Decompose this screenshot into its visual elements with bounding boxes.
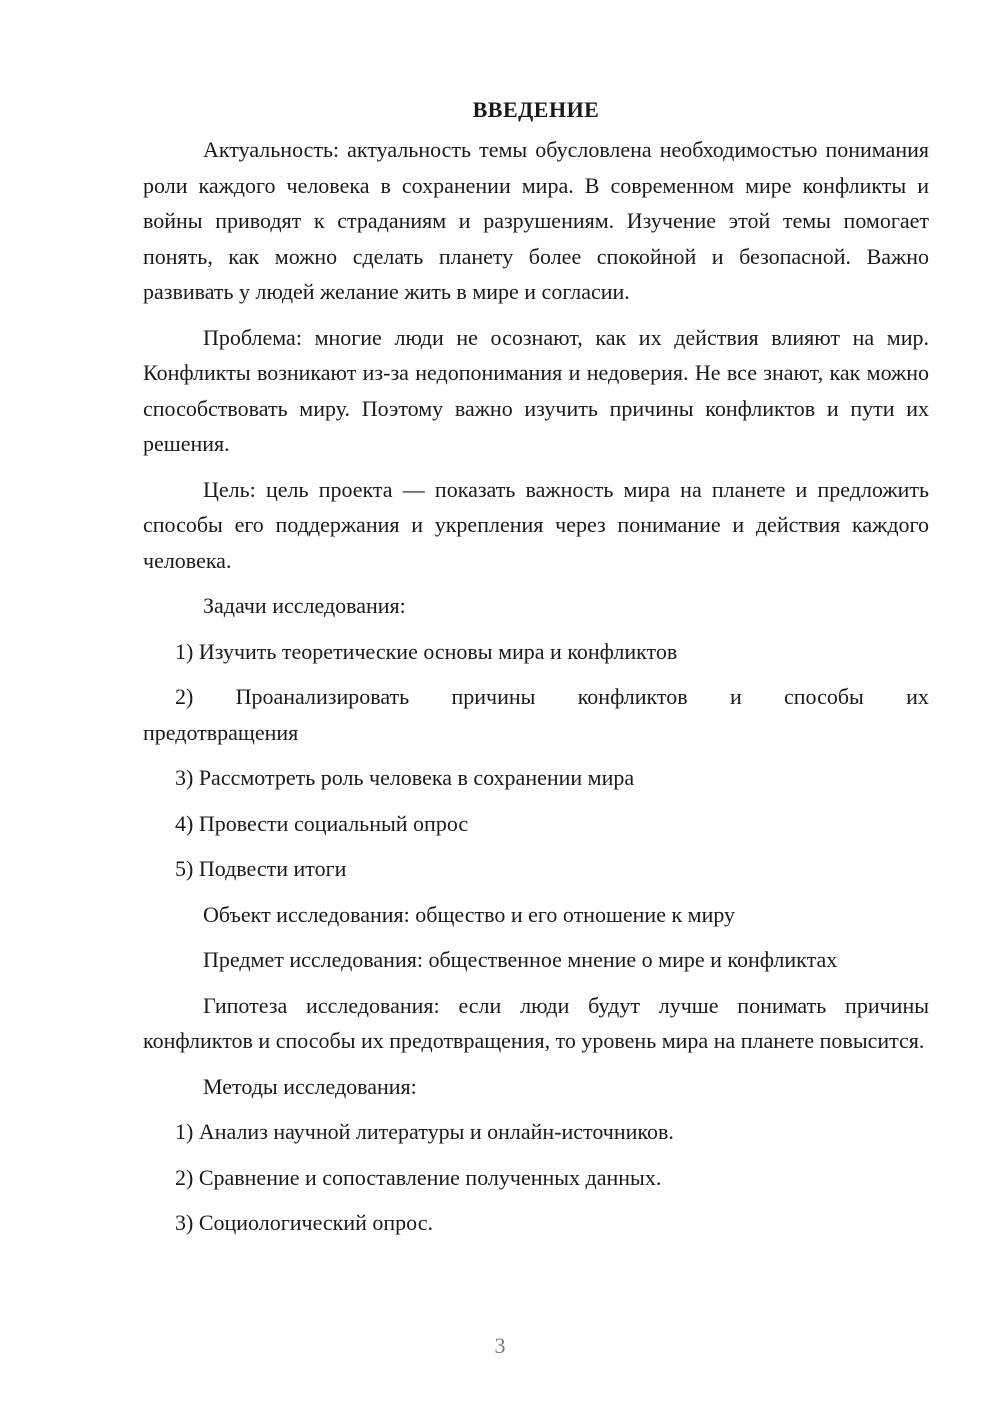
task-item-2 [143, 679, 929, 750]
task-item-2-word: способы [784, 684, 864, 709]
method-item-3: 3) Социологический опрос. [175, 1210, 433, 1235]
task-item-2-word: и [729, 684, 742, 709]
subject-line: Предмет исследования: общественное мнение о мире и конфликтах [203, 947, 838, 972]
task-item-5: 5) Подвести итоги [175, 856, 347, 881]
document-page [143, 92, 929, 1251]
relevance-paragraph: Актуальность: актуальность темы обусловлена необходимостью понимания роли каждого человека в сохранении мира. В современном мире конфликты и войны приводят к страданиям и разрушениям. Изучение этой темы помогает понять, как можно сделать планету более спокойной и безопасной. Важно развивать у людей желание жить в мире и согласии. [143, 137, 929, 304]
task-item-2-word: их [906, 684, 929, 709]
task-item-2-word: причины [451, 684, 536, 709]
task-item-2-first-line [143, 679, 929, 715]
task-item-2-word: 2) [175, 684, 194, 709]
task-item-1: 1) Изучить теоретические основы мира и конфликтов [175, 638, 678, 664]
task-item-4: 4) Провести социальный опрос [175, 810, 469, 836]
goal-paragraph: Цель: цель проекта — показать важность мира на планете и предложить способы его поддержания и укрепления через понимание и действия каждого человека. [143, 476, 929, 573]
task-item-2-word: конфликтов [577, 684, 688, 709]
page-title: ВВЕДЕНИЕ [472, 97, 600, 122]
method-item-1: 1) Анализ научной литературы и онлайн-источников. [175, 1119, 674, 1144]
object-line: Объект исследования: общество и его отношение к миру [203, 901, 736, 927]
task-item-2-word: Проанализировать [235, 684, 410, 709]
methods-heading: Методы исследования: [203, 1073, 417, 1099]
task-item-3: 3) Рассмотреть роль человека в сохранении мира [175, 765, 635, 790]
tasks-heading: Задачи исследования: [203, 593, 406, 618]
problem-paragraph: Проблема: многие люди не осознают, как их действия влияют на мир. Конфликты возникают из-за недопонимания и недоверия. Не все знают, как можно способствовать миру. Поэтому важно изучить причины конфликтов и пути их решения. [143, 324, 929, 456]
hypothesis-paragraph: Гипотеза исследования: если люди будут лучше понимать причины конфликтов и способы их предотвращения, то уровень мира на планете повысится. [143, 992, 929, 1053]
page-number: 3 [494, 1333, 506, 1358]
method-item-2: 2) Сравнение и сопоставление полученных данных. [175, 1164, 662, 1190]
task-item-2-continuation: предотвращения [143, 719, 299, 745]
